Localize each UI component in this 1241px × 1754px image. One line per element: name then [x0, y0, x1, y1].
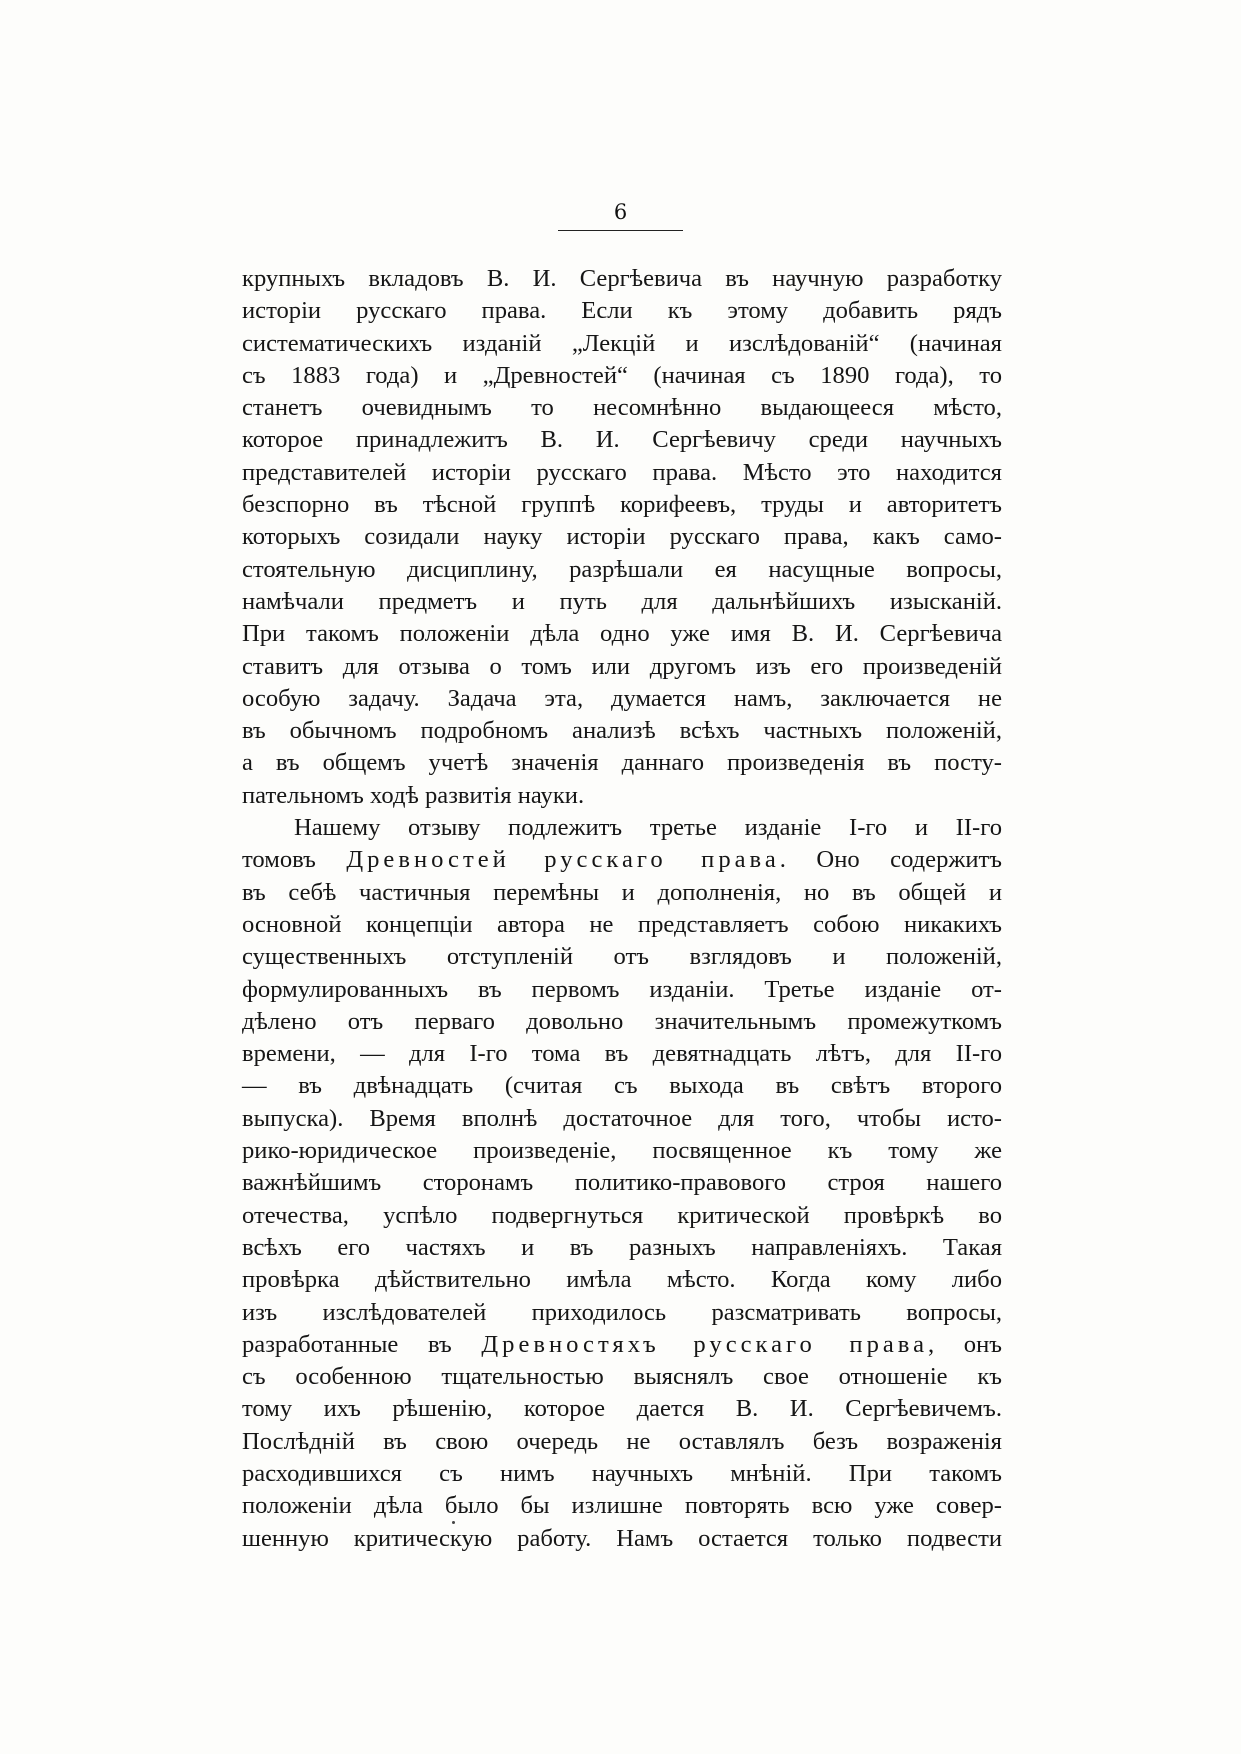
paragraph-1 — [242, 263, 1002, 812]
text-line: провѣрка дѣйствительно имѣла мѣсто. Когда кому либо — [242, 1266, 1002, 1294]
text-line-with-title — [242, 844, 1002, 876]
text-line: отечества, успѣло подвергнуться критической провѣркѣ во — [242, 1201, 1002, 1229]
text-line: времени, — для І-го тома въ девятнадцать лѣтъ, для ІІ-го — [242, 1040, 1002, 1068]
text-fragment: томовъ — [242, 846, 347, 874]
text-line: намѣчали предметъ и путь для дальнѣйшихъ изысканій. — [242, 587, 1002, 615]
text-line: съ 1883 года) и „Древностей“ (начиная съ 1890 года), то — [242, 361, 1002, 389]
text-line: систематическихъ изданій „Лекцій и изслѣдованій“ (начиная — [242, 329, 1002, 357]
text-line: рико-юридическое произведеніе, посвященное къ тому же — [242, 1137, 1002, 1165]
text-line: выпуска). Время вполнѣ достаточное для того, чтобы исто- — [242, 1104, 1002, 1132]
text-line: въ себѣ частичныя перемѣны и дополненія, но въ общей и — [242, 878, 1002, 906]
text-line-with-title — [242, 1329, 1002, 1361]
text-line: существенныхъ отступленій отъ взглядовъ и положеній, — [242, 943, 1002, 971]
header-rule — [558, 230, 683, 231]
text-line: которое принадлежитъ В. И. Сергѣевичу среди научныхъ — [242, 426, 1002, 454]
text-line: основной концепціи автора не представляетъ собою никакихъ — [242, 910, 1002, 938]
text-line: положеніи дѣла было бы излишне повторять всю уже совер- — [242, 1492, 1002, 1520]
page-header — [558, 200, 683, 231]
text-line: крупныхъ вкладовъ В. И. Сергѣевича въ научную разработку — [242, 265, 1002, 292]
text-fragment: , онъ — [928, 1330, 1002, 1358]
text-line: расходившихся съ нимъ научныхъ мнѣній. При такомъ — [242, 1459, 1002, 1487]
text-line: ставитъ для отзыва о томъ или другомъ изъ его произведеній — [242, 652, 1002, 680]
text-line: пательномъ ходѣ развитія науки. — [242, 781, 585, 809]
book-title: Древностяхъ русскаго права — [481, 1330, 929, 1358]
page-number: 6 — [613, 200, 628, 224]
text-line: дѣлено отъ перваго довольно значительнымъ промежуткомъ — [242, 1007, 1002, 1035]
text-line: съ особенною тщательностью выяснялъ свое отношеніе къ — [242, 1363, 1002, 1391]
text-line: безспорно въ тѣсной группѣ корифеевъ, труды и авторитетъ — [242, 491, 1002, 519]
text-line: Послѣдній въ свою очередь не оставлялъ безъ возраженія — [242, 1427, 1002, 1455]
text-fragment: разработанные въ — [242, 1330, 482, 1358]
text-line: тому ихъ рѣшенію, которое дается В. И. Сергѣевичемъ. — [242, 1395, 1002, 1423]
paragraph-2 — [242, 812, 1002, 1555]
text-line: станетъ очевиднымъ то несомнѣнно выдающееся мѣсто, — [242, 394, 1002, 422]
book-title: Древностей русскаго права — [346, 846, 780, 874]
text-line: шенную критическую работу. Намъ остается только подвести — [242, 1524, 1002, 1552]
text-line: всѣхъ его частяхъ и въ разныхъ направленіяхъ. Такая — [242, 1233, 1002, 1261]
text-line: При такомъ положеніи дѣла одно уже имя В. И. Сергѣевича — [242, 620, 1002, 648]
text-line: исторіи русскаго права. Если къ этому добавить рядъ — [242, 297, 1002, 325]
text-line: которыхъ созидали науку исторіи русскаго права, какъ само- — [242, 523, 1002, 551]
text-line: стоятельную дисциплину, разрѣшали ея насущные вопросы, — [242, 555, 1002, 583]
text-line: особую задачу. Задача эта, думается намъ, заключается не — [242, 684, 1002, 712]
text-line: формулированныхъ въ первомъ изданіи. Третье изданіе от- — [242, 975, 1002, 1003]
text-line: изъ изслѣдователей приходилось разсматривать вопросы, — [242, 1298, 1002, 1326]
text-line: Нашему отзыву подлежитъ третье изданіе І-го и ІІ-го — [294, 814, 1002, 842]
text-line: — въ двѣнадцать (считая съ выхода въ свѣтъ второго — [242, 1072, 1002, 1100]
body-text — [242, 263, 1002, 1555]
text-line: важнѣйшимъ сторонамъ политико-правового строя нашего — [242, 1169, 1002, 1197]
text-line: а въ общемъ учетѣ значенія даннаго произведенія въ посту- — [242, 749, 1002, 777]
text-fragment: . Оно содержитъ — [779, 846, 1003, 874]
print-speck — [452, 1521, 455, 1524]
text-line: представителей исторіи русскаго права. Мѣсто это находится — [242, 458, 1002, 486]
text-line: въ обычномъ подробномъ анализѣ всѣхъ частныхъ положеній, — [242, 717, 1002, 745]
